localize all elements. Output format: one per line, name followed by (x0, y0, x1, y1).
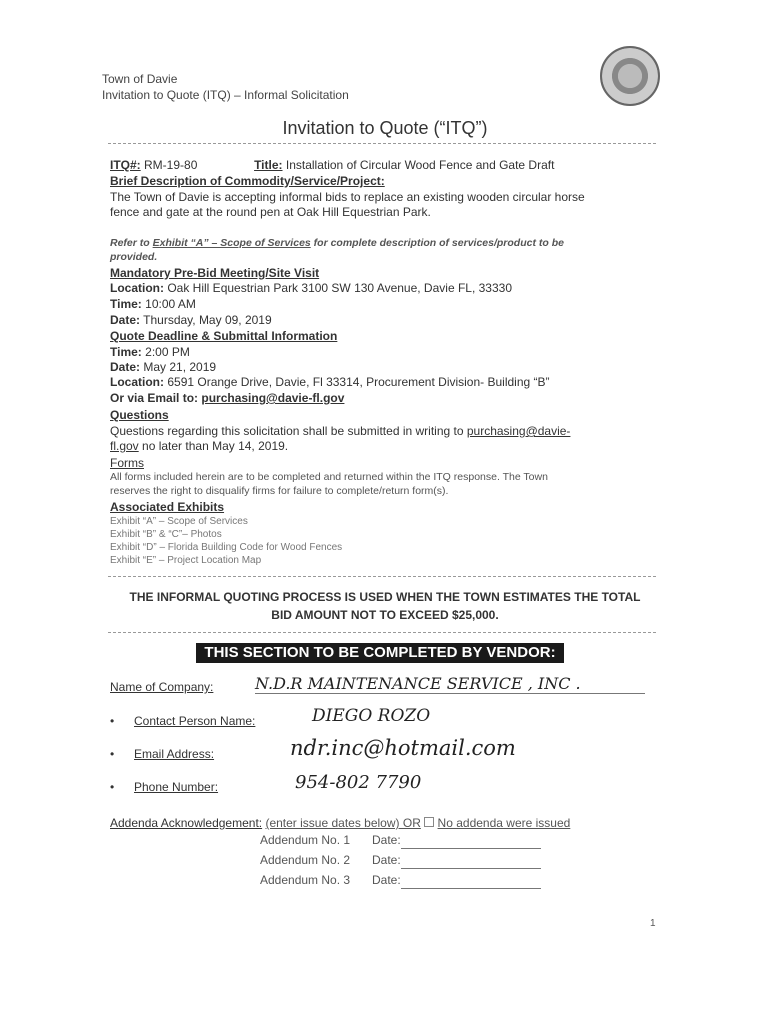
deadline-time-value: 2:00 PM (145, 345, 190, 359)
phone-row: • Phone Number: (110, 780, 219, 794)
exhibit-item: Exhibit “A” – Scope of Services (110, 516, 248, 527)
deadline-email-link[interactable]: purchasing@davie-fl.gov (201, 391, 345, 405)
refer-line-2: provided. (110, 251, 158, 263)
addendum-date-field[interactable] (401, 833, 541, 849)
prebid-date-value: Thursday, May 09, 2019 (143, 313, 272, 327)
addendum-date-label: Date: (372, 873, 401, 887)
refer-line (110, 236, 564, 251)
notice-line-1: THE INFORMAL QUOTING PROCESS IS USED WHEN THE TOWN ESTIMATES THE TOTAL (129, 590, 641, 604)
itq-number-label: ITQ#: (110, 158, 141, 172)
itq-title: Installation of Circular Wood Fence and Gate Draft (285, 158, 555, 172)
vendor-section-banner: THIS SECTION TO BE COMPLETED BY VENDOR: (196, 643, 564, 663)
divider (108, 632, 656, 633)
prebid-location-value: Oak Hill Equestrian Park 3100 SW 130 Avenue, Davie FL, 33330 (167, 281, 512, 295)
addendum-label: Addendum No. 1 (260, 833, 351, 847)
phone-label: Phone Number: (134, 780, 219, 794)
deadline-time (110, 345, 190, 360)
questions-deadline-text: no later than May 14, 2019. (142, 439, 289, 453)
questions-heading: Questions (110, 408, 169, 422)
contact-label: Contact Person Name: (134, 714, 256, 728)
divider (108, 143, 656, 144)
exhibits-heading: Associated Exhibits (110, 500, 225, 514)
deadline-date (110, 360, 216, 375)
deadline-time-label: Time: (110, 345, 142, 359)
questions-line-1 (110, 424, 570, 439)
exhibit-item: Exhibit “D” – Florida Building Code for Wood Fences (110, 542, 343, 553)
deadline-date-label: Date: (110, 360, 141, 374)
phone-field[interactable]: 954-802 7790 (295, 772, 422, 793)
refer-suffix: for complete description of services/product to be (313, 237, 564, 249)
deadline-email-label: Or via Email to: (110, 391, 199, 405)
header-subtitle: Invitation to Quote (ITQ) – Informal Solicitation (102, 88, 349, 102)
addendum-date-field[interactable] (401, 873, 541, 889)
notice-line-2: BID AMOUNT NOT TO EXCEED $25,000. (271, 608, 499, 622)
prebid-time (110, 297, 196, 312)
addendum-label: Addendum No. 3 (260, 873, 351, 887)
company-row (110, 680, 213, 695)
questions-email-link-end[interactable]: fl.gov (110, 439, 139, 453)
no-addenda-label: No addenda were issued (437, 816, 571, 830)
deadline-location-value: 6591 Orange Drive, Davie, Fl 33314, Procurement Division- Building “B” (167, 375, 550, 389)
itq-number: RM-19-80 (144, 158, 198, 172)
email-label: Email Address: (134, 747, 215, 761)
addenda-label: Addenda Acknowledgement: (110, 816, 263, 830)
prebid-date-label: Date: (110, 313, 141, 327)
questions-email-link[interactable]: purchasing@davie- (466, 424, 571, 438)
contact-field[interactable]: DIEGO ROZO (312, 706, 431, 726)
divider (108, 576, 656, 577)
company-label: Name of Company: (110, 680, 214, 694)
brief-line-2: fence and gate at the round pen at Oak Hill Equestrian Park. (110, 205, 431, 219)
prebid-time-value: 10:00 AM (145, 297, 196, 311)
prebid-heading: Mandatory Pre-Bid Meeting/Site Visit (110, 266, 320, 280)
forms-heading: Forms (110, 456, 144, 470)
prebid-time-label: Time: (110, 297, 142, 311)
deadline-location-label: Location: (110, 375, 164, 389)
addendum-row (260, 853, 541, 869)
company-field[interactable]: N.D.R MAINTENANCE SERVICE , INC . (255, 674, 645, 694)
forms-line-2: reserves the right to disqualify firms for failure to complete/return form(s). (110, 485, 449, 497)
refer-exhibit: Exhibit “A” – Scope of Services (152, 237, 311, 249)
deadline-email (110, 391, 344, 406)
town-seal-icon (600, 46, 660, 106)
questions-line-2 (110, 439, 288, 454)
addenda-note: (enter issue dates below) OR (265, 816, 421, 830)
addendum-row (260, 873, 541, 889)
no-addenda-checkbox[interactable] (424, 817, 434, 827)
header-org: Town of Davie (102, 72, 178, 86)
deadline-heading: Quote Deadline & Submittal Information (110, 329, 338, 343)
email-row: • Email Address: (110, 747, 215, 761)
addendum-row (260, 833, 541, 849)
email-field[interactable]: ndr.inc@hotmail.com (290, 736, 516, 760)
addendum-date-field[interactable] (401, 853, 541, 869)
page-title: Invitation to Quote (“ITQ”) (282, 118, 488, 138)
questions-text: Questions regarding this solicitation shall be submitted in writing to (110, 424, 464, 438)
itq-title-label: Title: (254, 158, 283, 172)
addendum-date-label: Date: (372, 853, 401, 867)
deadline-location (110, 375, 550, 390)
exhibit-item: Exhibit “B” & “C”– Photos (110, 529, 222, 540)
brief-heading: Brief Description of Commodity/Service/Project: (110, 174, 385, 188)
addenda-row (110, 816, 570, 831)
deadline-date-value: May 21, 2019 (143, 360, 217, 374)
contact-row: • Contact Person Name: (110, 714, 256, 728)
brief-line-1: The Town of Davie is accepting informal bids to replace an existing wooden circular horse (110, 190, 585, 204)
prebid-location (110, 281, 512, 296)
refer-prefix: Refer to (110, 237, 150, 249)
exhibit-item: Exhibit “E” – Project Location Map (110, 555, 262, 566)
forms-line-1: All forms included herein are to be completed and returned within the ITQ response. The Town (110, 471, 548, 483)
itq-line (110, 158, 554, 173)
addendum-label: Addendum No. 2 (260, 853, 351, 867)
prebid-location-label: Location: (110, 281, 164, 295)
addendum-date-label: Date: (372, 833, 401, 847)
prebid-date (110, 313, 272, 328)
page-number: 1 (650, 918, 656, 929)
